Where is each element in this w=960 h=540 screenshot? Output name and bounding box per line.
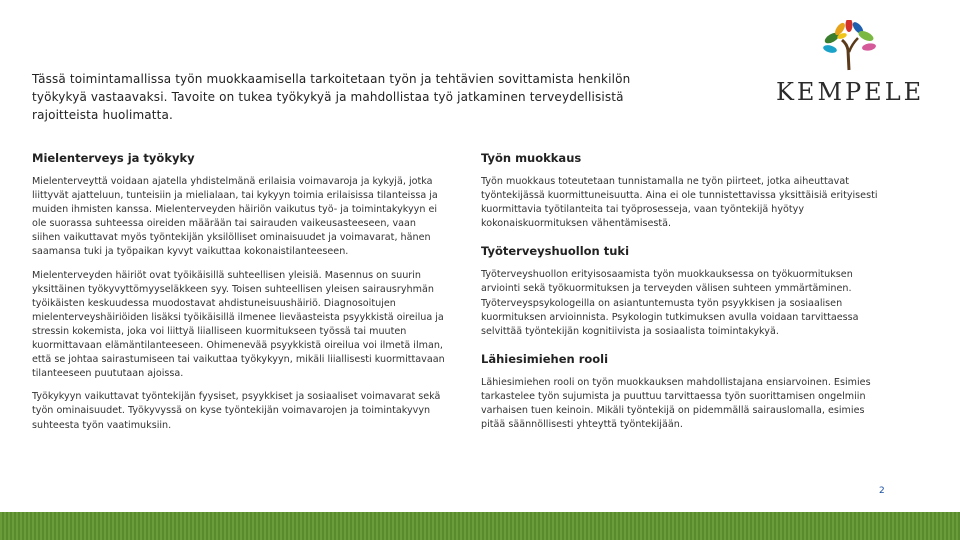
section-heading: Työn muokkaus (481, 151, 582, 165)
paragraph: Työn muokkaus toteutetaan tunnistamalla ne työn piirteet, jotka aiheuttavat työntekijässä kuormittuneisuutta. Aina ei ole tunnistettavissa yksittäisiä erityisesti kuormittavia työtilanteita tai työprosesseja, vaan työntekijä hyötyy kokonaiskuormituksen vähentämisestä. (481, 176, 878, 230)
page-number: 2 (879, 486, 885, 496)
left-column (32, 150, 447, 433)
section-heading: Työterveyshuollon tuki (481, 244, 630, 259)
paragraph: Lähiesimiehen rooli on työn muokkauksen mahdollistajana ensiarvoinen. Esimies tarkastelee työn sujumista ja puuttuu tarvittaessa työn suorittamisen ongelmiin varhaisen tuen keinoin. Mikäli työntekijä on pidemmällä sairauslomalla, esimies pitää säännöllisesti yhteyttä työntekijään. (481, 376, 871, 431)
paragraph: Työterveyshuollon erityisosaamista työn muokkauksessa on työkuormituksen arviointi sekä työkuormituksen ja terveyden välisen suhteen ymmärtäminen. Työterveyspsykologeilla on asiantuntemusta työn psyykkisen ja sosiaalisen kuormituksen arvioinnista. Psykologin tutkimuksen avulla voidaan tarvittaessa selvittää työntekijän kognitiivista ja sosiaalista toimintakykyä. (481, 269, 859, 337)
intro-text: Tässä toimintamallissa työn muokkaamisella tarkoitetaan työn ja tehtävien sovittamista henkilön työkykyä vastaavaksi. Tavoite on tukea työkykyä ja mahdollistaa työ jatkaminen terveydellisistä rajoitteista huolimatta. (32, 72, 631, 122)
logo-text: KEMPELE (776, 78, 925, 106)
kempele-logo (770, 20, 925, 106)
tree-logo-icon (822, 20, 877, 72)
section-heading: Mielenterveys ja työkyky (32, 151, 195, 165)
paragraph: Mielenterveyttä voidaan ajatella yhdistelmänä erilaisia voimavaroja ja kykyjä, jotka liittyvät ajatteluun, tunteisiin ja mielialaan, tai kykyyn toimia erilaisissa tilanteissa ja muiden ihmisten kanssa. Mielenterveyden häiriön vaikutus työ- ja toimintakykyyn ei ole suorassa suhteessa oireiden määrään tai sairauden vaikeusasteeseen, vaan siihen vaikuttavat myös työntekijän yksilölliset ominaisuudet ja voimavarat, hänen saamansa tuki ja työpaikan kyvyt vaikuttaa kokonaistilanteeseen. (32, 176, 438, 258)
section-heading: Lähiesimiehen rooli (481, 351, 609, 366)
paragraph: Mielenterveyden häiriöt ovat työikäisillä suhteellisen yleisiä. Masennus on suurin yksittäinen työkyvyttömyyseläkkeen syy. Toisen suhteellisen yleisen sairausryhmän työikäisten keskuudessa muodostavat ahdistuneisuushäiriö. Diagnosoitujen mielenterveyshäiriöiden lisäksi työikäisillä ilmenee lieväasteista psyykkistä oireilua ja stressin kokemista, joka voi liittyä liialliseen kuormitukseen työssä tai muuten kuormittavaan elämäntilanteeseen. Ohimenevää psyykkistä oireilua voi ilmetä ilman, että se johtaa sairastumiseen tai vaikuttaa työkykyyn, mikäli liiallisesti kuormittavaan tilanteeseen puututaan ajoissa. (32, 269, 445, 380)
right-column (481, 150, 886, 432)
footer-bar (0, 512, 960, 540)
paragraph: Työkykyyn vaikuttavat työntekijän fyysiset, psyykkiset ja sosiaaliset voimavarat sekä työn ominaisuudet. Työkyvyssä on kyse työntekijän voimavarojen ja toimintakyvyn suhteesta työn vaatimuksiin. (32, 391, 441, 431)
